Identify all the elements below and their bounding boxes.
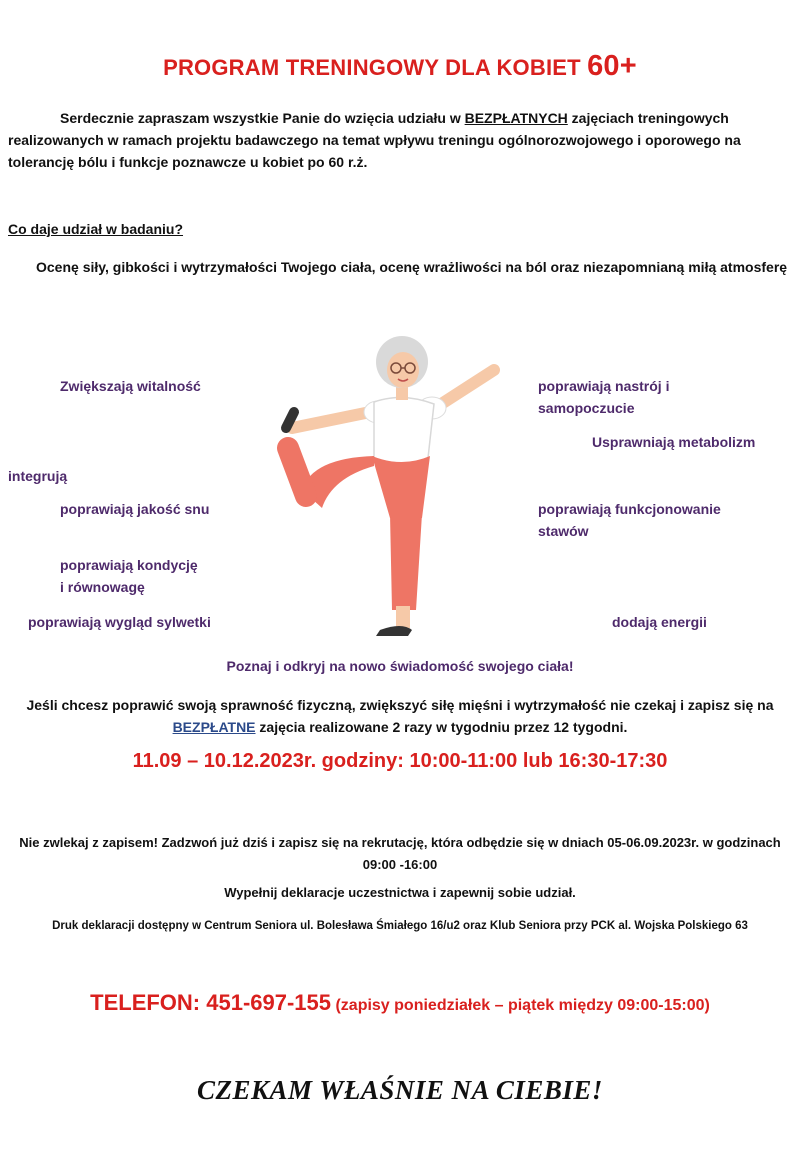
intro-free-emphasis: BEZPŁATNYCH xyxy=(464,110,568,126)
section-question: Co daje udział w badaniu? xyxy=(8,221,184,237)
phone-line xyxy=(0,990,800,1016)
section-answer: Ocenę siły, gibkości i wytrzymałości Twojego ciała, ocenę wrażliwości na ból oraz niezapomnianą miłą atmosferę xyxy=(36,259,788,275)
invite-paragraph: Jeśli chcesz poprawić swoją sprawność fizyczną, zwiększyć siłę mięśni i wytrzymałość nie czekaj i zapisz się na BEZPŁATNE zajęcia realizowane 2 razy w tygodniu przez 12 tygodni. xyxy=(26,697,774,735)
benefit-joints: poprawiają funkcjonowanie stawów xyxy=(538,501,721,539)
benefit-integrate: integrują xyxy=(8,468,68,484)
benefit-vitality: Zwiększają witalność xyxy=(60,378,201,394)
page-title: PROGRAM TRENINGOWY DLA KOBIET 60+ xyxy=(163,50,637,82)
benefit-condition: poprawiają kondycję i równowagę xyxy=(60,557,198,595)
benefit-metabolism: Usprawniają metabolizm xyxy=(592,434,756,450)
declaration-line: Wypełnij deklaracje uczestnictwa i zapewnij sobie udział. xyxy=(224,885,576,900)
yoga-woman-illustration xyxy=(262,318,522,648)
signup-call-to-action: Nie zwlekaj z zapisem! Zadzwoń już dziś i zapisz się na rekrutację, która odbędzie się w dniach 05-06.09.2023r. w godzinach 09:00 -16:00 xyxy=(19,835,781,872)
declaration-locations: Druk deklaracji dostępny w Centrum Seniora ul. Bolesława Śmiałego 16/u2 oraz Klub Seniora przy PCK al. Wojska Polskiego 63 xyxy=(52,920,748,932)
closing-slogan: CZEKAM WŁAŚNIE NA CIEBIE! xyxy=(197,1075,603,1105)
invite-free-emphasis: BEZPŁATNE xyxy=(172,719,256,735)
benefit-figure-look: poprawiają wygląd sylwetki xyxy=(28,614,211,630)
phone-hours: (zapisy poniedziałek – piątek między 09:00-15:00) xyxy=(331,997,710,1014)
schedule-dates: 11.09 – 10.12.2023r. godziny: 10:00-11:00 lub 16:30-17:30 xyxy=(132,750,668,772)
intro-paragraph: Serdecznie zapraszam wszystkie Panie do wzięcia udziału w BEZPŁATNYCH zajęciach treningowych realizowanych w ramach projektu badawczego na temat wpływu treningu ogólnorozwojowego i oporowego na tolerancję bólu i funkcje poznawcze u kobiet po 60 r.ż. xyxy=(8,110,741,170)
benefit-mood: poprawiają nastrój i samopoczucie xyxy=(538,378,670,416)
awareness-line: Poznaj i odkryj na nowo świadomość swojego ciała! xyxy=(226,658,574,674)
benefit-energy: dodają energii xyxy=(612,614,707,630)
phone-number: TELEFON: 451-697-155 xyxy=(90,990,332,1015)
benefit-sleep: poprawiają jakość snu xyxy=(60,501,210,517)
